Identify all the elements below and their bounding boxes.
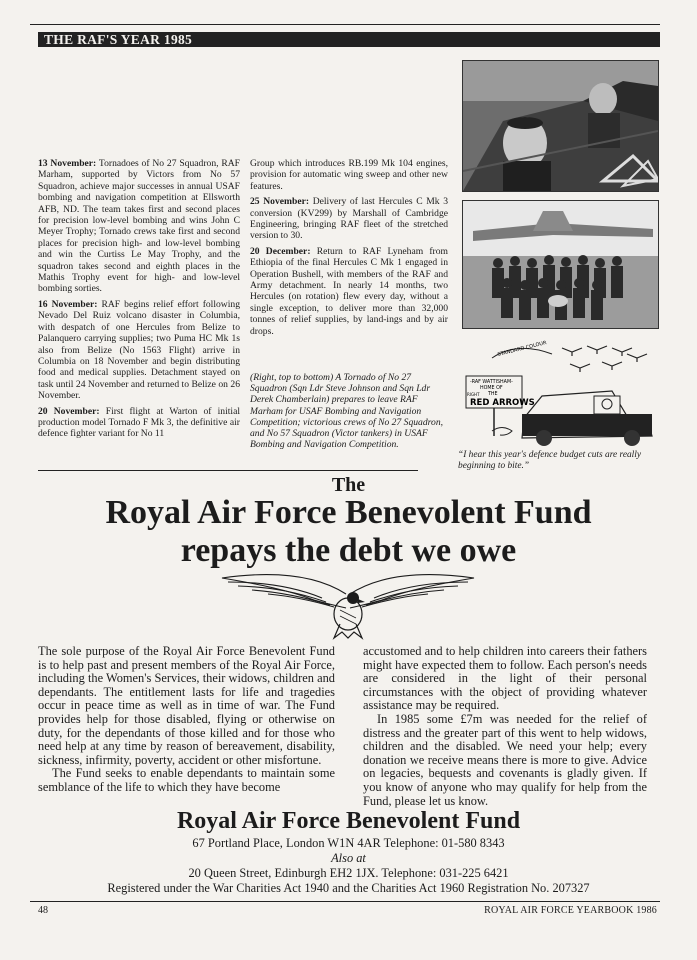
- advert-right-column: [363, 645, 647, 808]
- advert-subtitle: repays the debt we owe: [180, 532, 517, 569]
- page-number: 48: [38, 905, 48, 916]
- advert-title: Royal Air Force Benevolent Fund: [105, 494, 592, 531]
- cartoon-illustration: [462, 336, 662, 446]
- advert-paragraph-1: The sole purpose of the Royal Air Force Benevolent Fund is to help past and present members of the Royal Air Force, including the Women's Services, their widows, children and dependants. The entitlement lasts for life and tragedies occur in peace time as well as in time of war. The Fund provides help for those disabled, flying or otherwise on duty, for the dependants of those killed and for those who need help at any time by reason of bereavement, disability, sickness, infirmity, poverty, accident or other misfortune.: [38, 644, 335, 767]
- signpost-line1: -RAF WATTISHAM-: [470, 380, 513, 385]
- entry-continuation: Group which introduces RB.199 Mk 104 engines, provision for automatic wing sweep and other new features.: [250, 158, 448, 192]
- cartoon-banner-text: STANDARD COLOUR: [497, 339, 548, 358]
- red-arrows-label: RED ARROWS: [470, 398, 535, 408]
- entry-25-november: 25 November: Delivery of last Hercules C Mk 3 conversion (KV299) by Marshall of Cambridge Engineering, bringing RAF fleet of the stretched version to 30.: [250, 196, 449, 242]
- eagle-icon: [218, 568, 478, 640]
- advert-left-column: [38, 645, 335, 795]
- top-rule: [30, 24, 660, 25]
- entry-20-december: 20 December: Return to RAF Lyneham from Ethiopia of the final Hercules C Mk 1 engaged in Operation Bushell, with members of the RAF and Army detachment. In nearly 14 months, two Hercules (on rotation) flew every day, without a single exception, to deliver more than 32,000 tonnes of relief supplies, by land-ings and by air drops.: [250, 245, 448, 337]
- advert-paragraph-4: In 1985 some £7m was needed for the relief of distress and the greater part of this went to help widows, children and the disabled. We need your help; every donation we receive means there is more to give. Advice on legacies, bequests and covenants is gladly given. If you know of anyone who may qualify for help from the Fund, please let us know.: [363, 711, 647, 808]
- advert-paragraph-3: accustomed and to help children into careers their fathers might have expected them to follow. Each person's needs are considered in the light of their personal circumstances with the object of providing whatever assistance may be required.: [363, 644, 647, 713]
- signpost-the: THE: [488, 392, 498, 397]
- entry-13-november: 13 November: Tornadoes of No 27 Squadron, RAF Marham, supported by Victors from No 57 Squadron, achieve major successes in annual USAF bombing and navigation competition at Ellsworth AFB, ND. The team takes first and second places for precision low-level bombing and wins John C Meyer Trophy; Tornado crews take first and second places for precision high- and low-level bombing and win the Curtiss Le May Trophy, and the squadron takes second and eighth places in the Mathis Trophy event for high- and low-level bombing sorties.: [38, 158, 241, 295]
- entry-16-november: 16 November: RAF begins relief effort following Nevado Del Ruiz volcano disaster in Columbia, with despatch of one Hercules from Belize to Palanquero carrying supplies; two Puma HC Mk 1s also from Belize (No 1563 Flight) arrive in Columbia on 18 November and begin distributing food and medical supplies. Detachment stayed on task until 24 November and returned to Belize on 26 November.: [38, 298, 240, 402]
- advert-the: The: [331, 474, 366, 496]
- registration-note: Registered under the War Charities Act 1940 and the Charities Act 1960 Registration No. 207327: [107, 881, 590, 895]
- section-banner: THE RAF'S YEAR 1985: [38, 32, 660, 47]
- publication-name: ROYAL AIR FORCE YEARBOOK 1986: [484, 905, 657, 916]
- fund-name: Royal Air Force Benevolent Fund: [176, 808, 521, 834]
- also-at: Also at: [331, 851, 366, 865]
- entry-20-november: 20 November: First flight at Warton of initial production model Tornado F Mk 3, the definitive air defence fighter variant for No 11: [38, 405, 240, 440]
- section-divider: [38, 470, 418, 471]
- signpost-right: RIGHT: [467, 392, 480, 397]
- tornado-crew-image: [463, 61, 658, 191]
- tornado-crew-photo: [462, 60, 659, 192]
- edinburgh-address: 20 Queen Street, Edinburgh EH2 1JX. Telephone: 031-225 6421: [188, 866, 509, 880]
- london-address: 67 Portland Place, London W1N 4AR Telephone: 01-580 8343: [192, 836, 505, 850]
- signpost-line2: HOME OF: [480, 386, 503, 391]
- middle-column: [250, 158, 448, 341]
- advert-paragraph-2: The Fund seeks to enable dependants to maintain some semblance of the life to which they have become: [38, 766, 335, 794]
- cartoon-caption: “I hear this year's defence budget cuts are really beginning to bite.”: [458, 450, 642, 471]
- bottom-rule: [30, 901, 660, 902]
- crews-group-image: [463, 201, 658, 328]
- cartoon-image: [462, 336, 662, 446]
- left-column: [38, 158, 240, 444]
- eagle-emblem: [218, 568, 478, 640]
- victorious-crews-photo: [462, 200, 659, 329]
- photo-caption: (Right, top to bottom) A Tornado of No 27 Squadron (Sqn Ldr Steve Johnson and Sqn Ldr Derek Chamberlain) prepares to leave RAF Marham for USAF Bombing and Navigation Competition; victorious crews of No 27 Squadron, and No 57 Squadron (Victor tankers) in USAF Bombing and Navigation Competition.: [250, 372, 444, 451]
